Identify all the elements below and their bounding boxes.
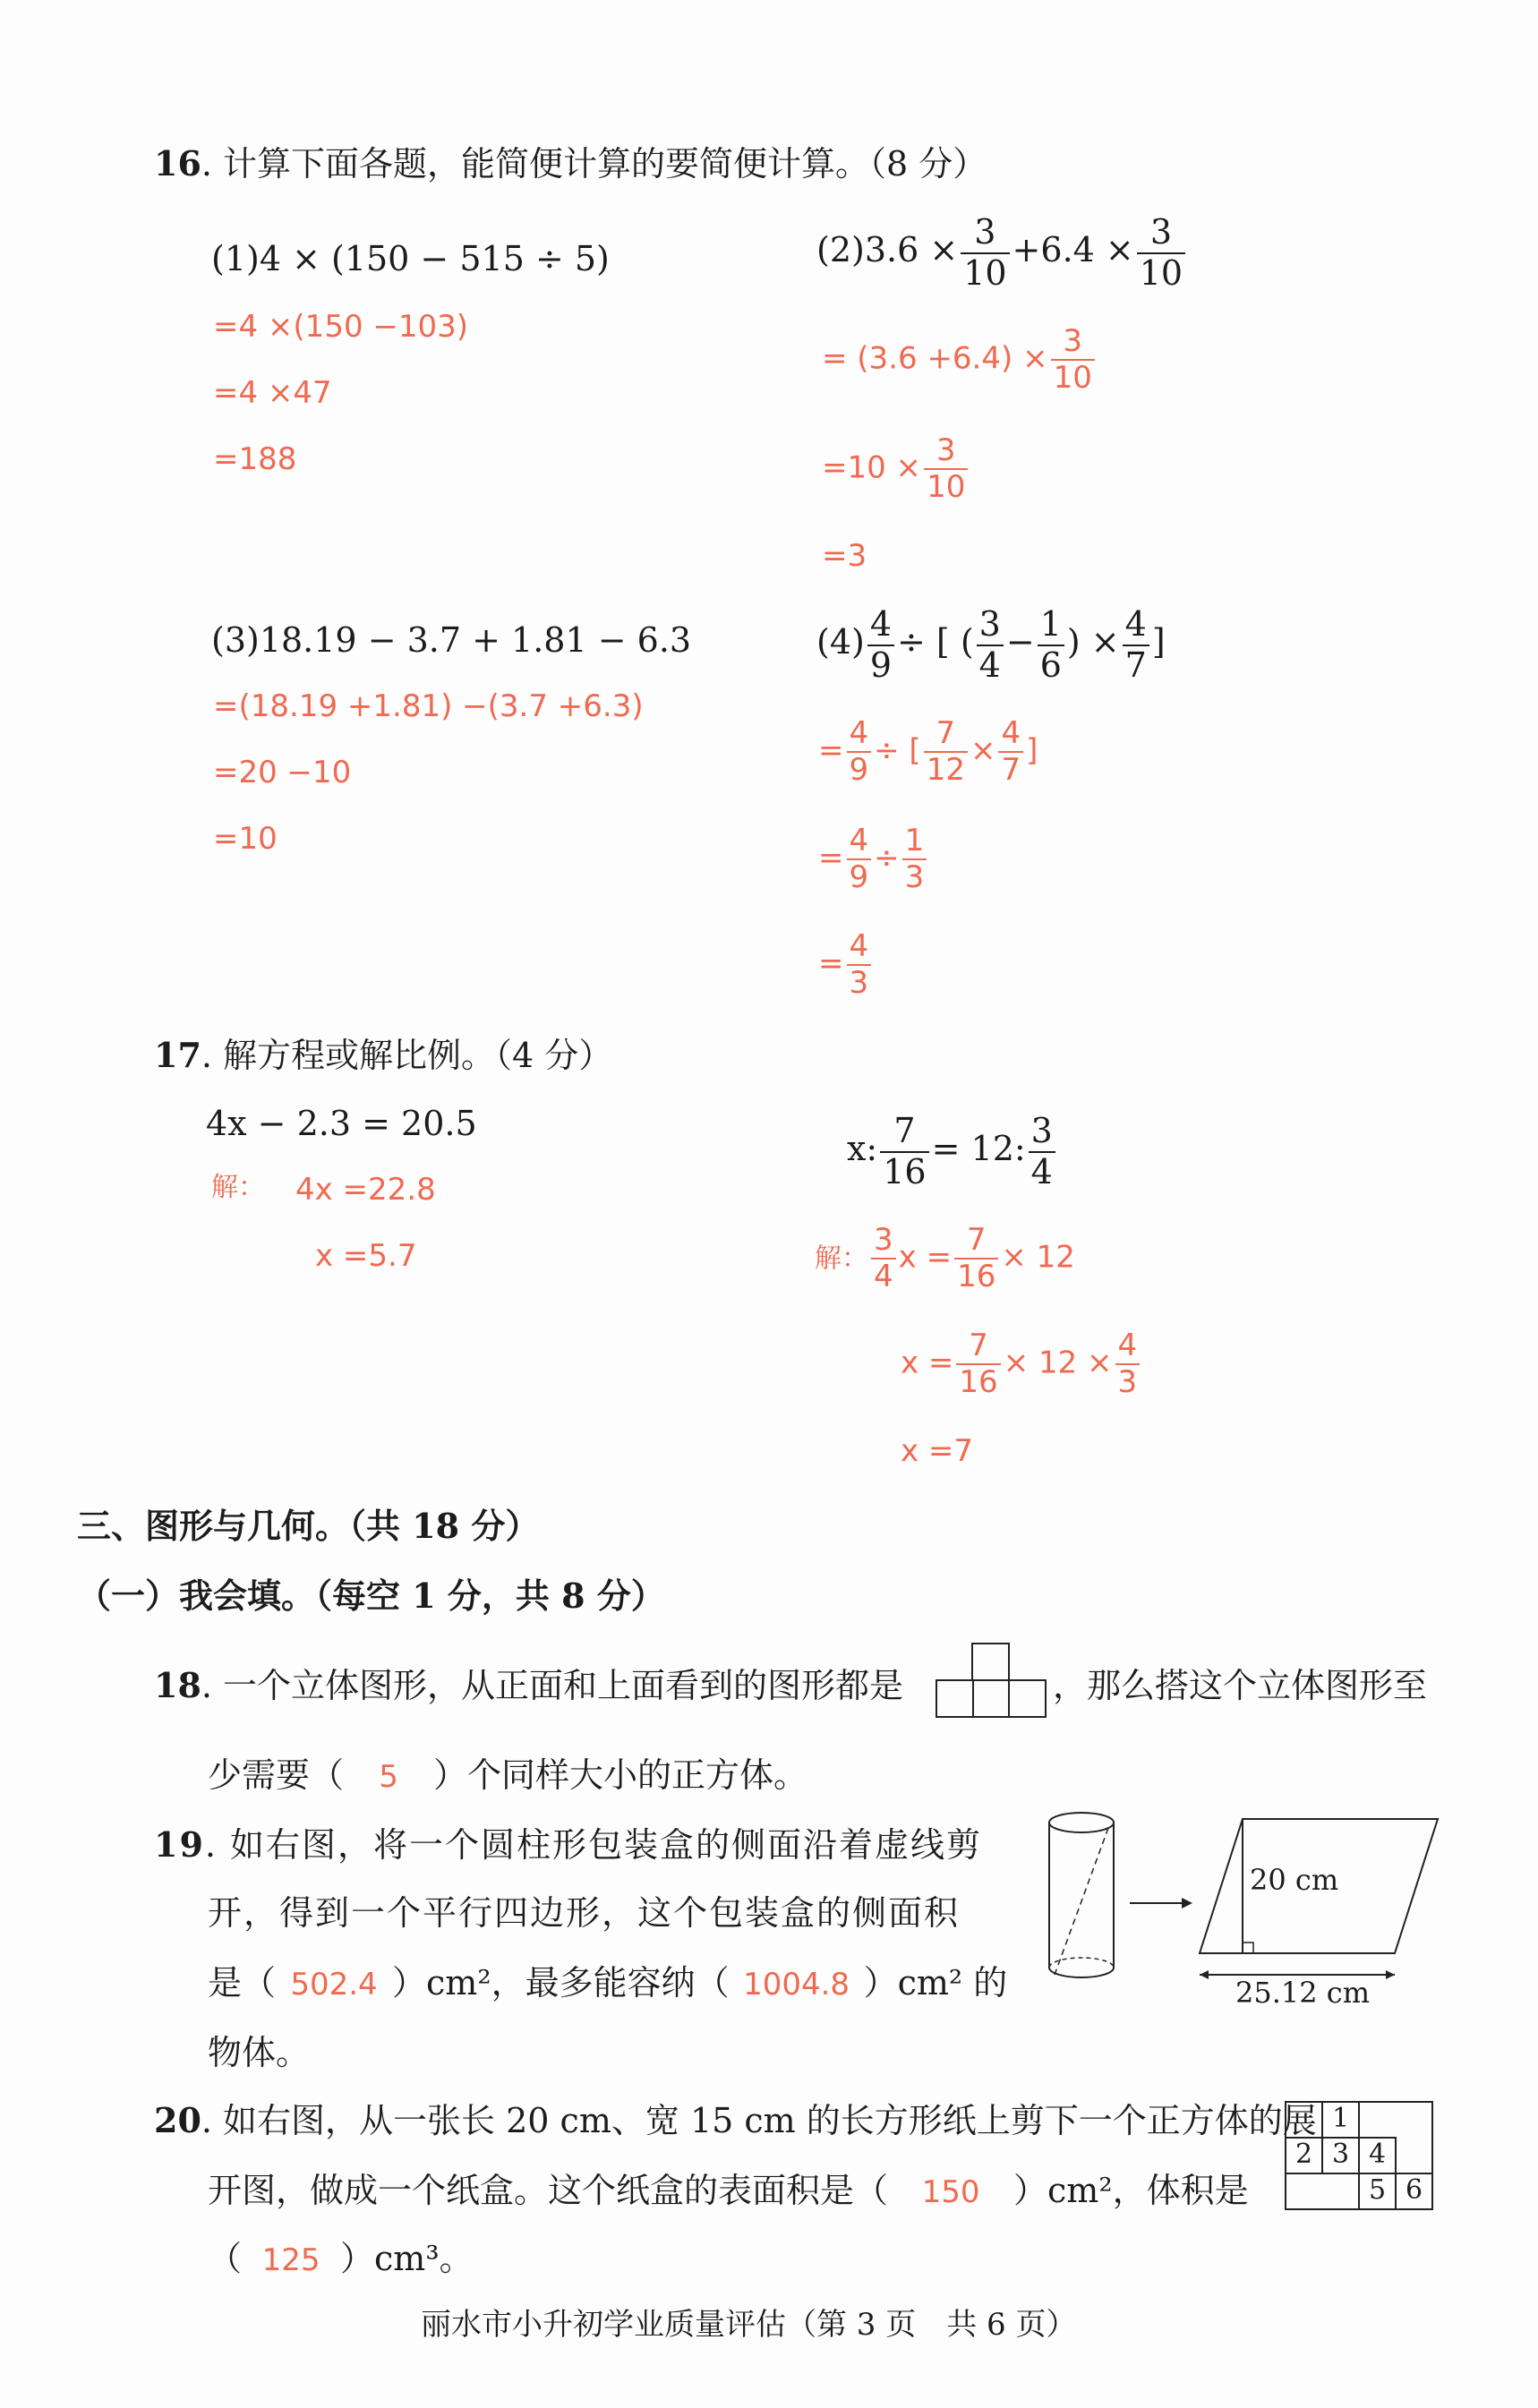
q16-p3-step3: =10 — [213, 821, 278, 857]
q19-line1: 19. 如右图，将一个圆柱形包装盒的侧面沿着虚线剪 — [154, 1824, 983, 1865]
q20-line2: 开图，做成一个纸盒。这个纸盒的表面积是（ 150 ）cm²，体积是 — [208, 2171, 1249, 2210]
q17-e2-step3: x =7 — [901, 1433, 974, 1469]
q17-e1-step2: x =5.7 — [315, 1238, 417, 1274]
q16-p1-step2: =4 ×47 — [213, 375, 332, 411]
q17-e2-problem: x: $\frac{7}{16}$ = 12: $\frac{3}{4}$ — [847, 1112, 1058, 1191]
q16-p4-problem: (4) $\frac{4}{9}$ ÷ [ ( $\frac{3}{4}$ − $\frac{1}{6}$ ) × $\frac{4}{7}$ ] — [816, 604, 1166, 685]
section3-title: 三、图形与几何。（共 18 分） — [77, 1506, 540, 1546]
q18-view-figure — [935, 1642, 1047, 1722]
net-cell-5: 5 — [1368, 2174, 1387, 2206]
q16-p1-step3: =188 — [213, 441, 297, 477]
q18-line2: 少需要（ 5 ）个同样大小的正方体。 — [208, 1755, 808, 1795]
q17-e1-step1: 4x =22.8 — [295, 1172, 436, 1208]
q17-e2-step2: x = $\frac{7}{16}$ × 12 × $\frac{4}{3}$ — [901, 1328, 1142, 1400]
q16-p3-problem: (3)18.19 − 3.7 + 1.81 − 6.3 — [211, 620, 692, 660]
net-cell-3: 3 — [1331, 2139, 1350, 2170]
q17-e1-jie: 解： — [211, 1172, 265, 1203]
q19-figure-base-label: 25.12 cm — [1235, 1976, 1371, 2010]
page-footer: 丽水市小升初学业质量评估（第 3 页 共 6 页） — [421, 2307, 1077, 2343]
q16-p2-problem: (2)3.6 × $\frac{3}{10}$ +6.4 × $\frac{3}{10}$ — [816, 213, 1188, 293]
cylinder-drawing — [1049, 1813, 1114, 1977]
q19-figure-height-label: 20 cm — [1250, 1863, 1339, 1897]
q19-line3: 是（ 502.4 ）cm²，最多能容纳（ 1004.8 ）cm² 的 — [208, 1963, 1008, 2002]
q16-p2-step2: =10 × $\frac{3}{10}$ — [822, 433, 970, 505]
q16-p4-step2: = $\frac{4}{9}$ ÷ $\frac{1}{3}$ — [818, 824, 929, 895]
q16-p1-step1: =4 ×(150 −103) — [213, 309, 469, 345]
q16-p2-step1: = (3.6 +6.4) × $\frac{3}{10}$ — [822, 324, 1098, 396]
net-cell-6: 6 — [1405, 2174, 1423, 2206]
q18-line1-end: ，那么搭这个立体图形至 — [1053, 1666, 1428, 1705]
q16-p4-step3: = $\frac{4}{3}$ — [818, 929, 874, 1001]
arrow-icon — [1130, 1898, 1192, 1908]
q19-line4: 物体。 — [208, 2033, 311, 2072]
q17-e1-problem: 4x − 2.3 = 20.5 — [206, 1104, 477, 1143]
q16-p4-step1: = $\frac{4}{9}$ ÷ [ $\frac{7}{12}$ × $\frac{4}{7}$ ] — [818, 715, 1038, 789]
q16-p3-step2: =20 −10 — [213, 755, 352, 790]
q18-answer: 5 — [379, 1759, 398, 1795]
net-cell-2: 2 — [1294, 2139, 1313, 2170]
q20-line3: （ 125 ）cm³。 — [208, 2239, 474, 2278]
q19-answer-volume: 1004.8 — [743, 1967, 850, 2002]
q20-answer-volume: 125 — [261, 2242, 320, 2278]
q16-p3-step1: =(18.19 +1.81) −(3.7 +6.3) — [213, 688, 644, 724]
q16-heading: 16. 计算下面各题，能简便计算的要简便计算。（8 分） — [154, 143, 987, 184]
q19-line2: 开，得到一个平行四边形，这个包装盒的侧面积 — [208, 1893, 961, 1933]
q17-heading: 17. 解方程或解比例。（4 分） — [154, 1035, 613, 1075]
q17-e2-step1: 解： $\frac{3}{4}$ x = $\frac{7}{16}$ × 12 — [815, 1222, 1075, 1295]
section3-subtitle: （一）我会填。（每空 1 分，共 8 分） — [77, 1575, 665, 1616]
q16-p2-step3: =3 — [822, 538, 867, 574]
parallelogram-drawing — [1200, 1819, 1438, 1979]
q20-answer-area: 150 — [921, 2174, 980, 2210]
q18-line1: 18. 一个立体图形，从正面和上面看到的图形都是 — [154, 1665, 904, 1705]
net-cell-4: 4 — [1368, 2139, 1387, 2170]
q20-line1: 20. 如右图，从一张长 20 cm、宽 15 cm 的长方形纸上剪下一个正方体的展 — [154, 2100, 1317, 2140]
q16-p1-problem: (1)4 × (150 − 515 ÷ 5) — [211, 239, 610, 278]
net-cell-1: 1 — [1331, 2103, 1350, 2134]
q19-answer-area: 502.4 — [290, 1967, 378, 2002]
